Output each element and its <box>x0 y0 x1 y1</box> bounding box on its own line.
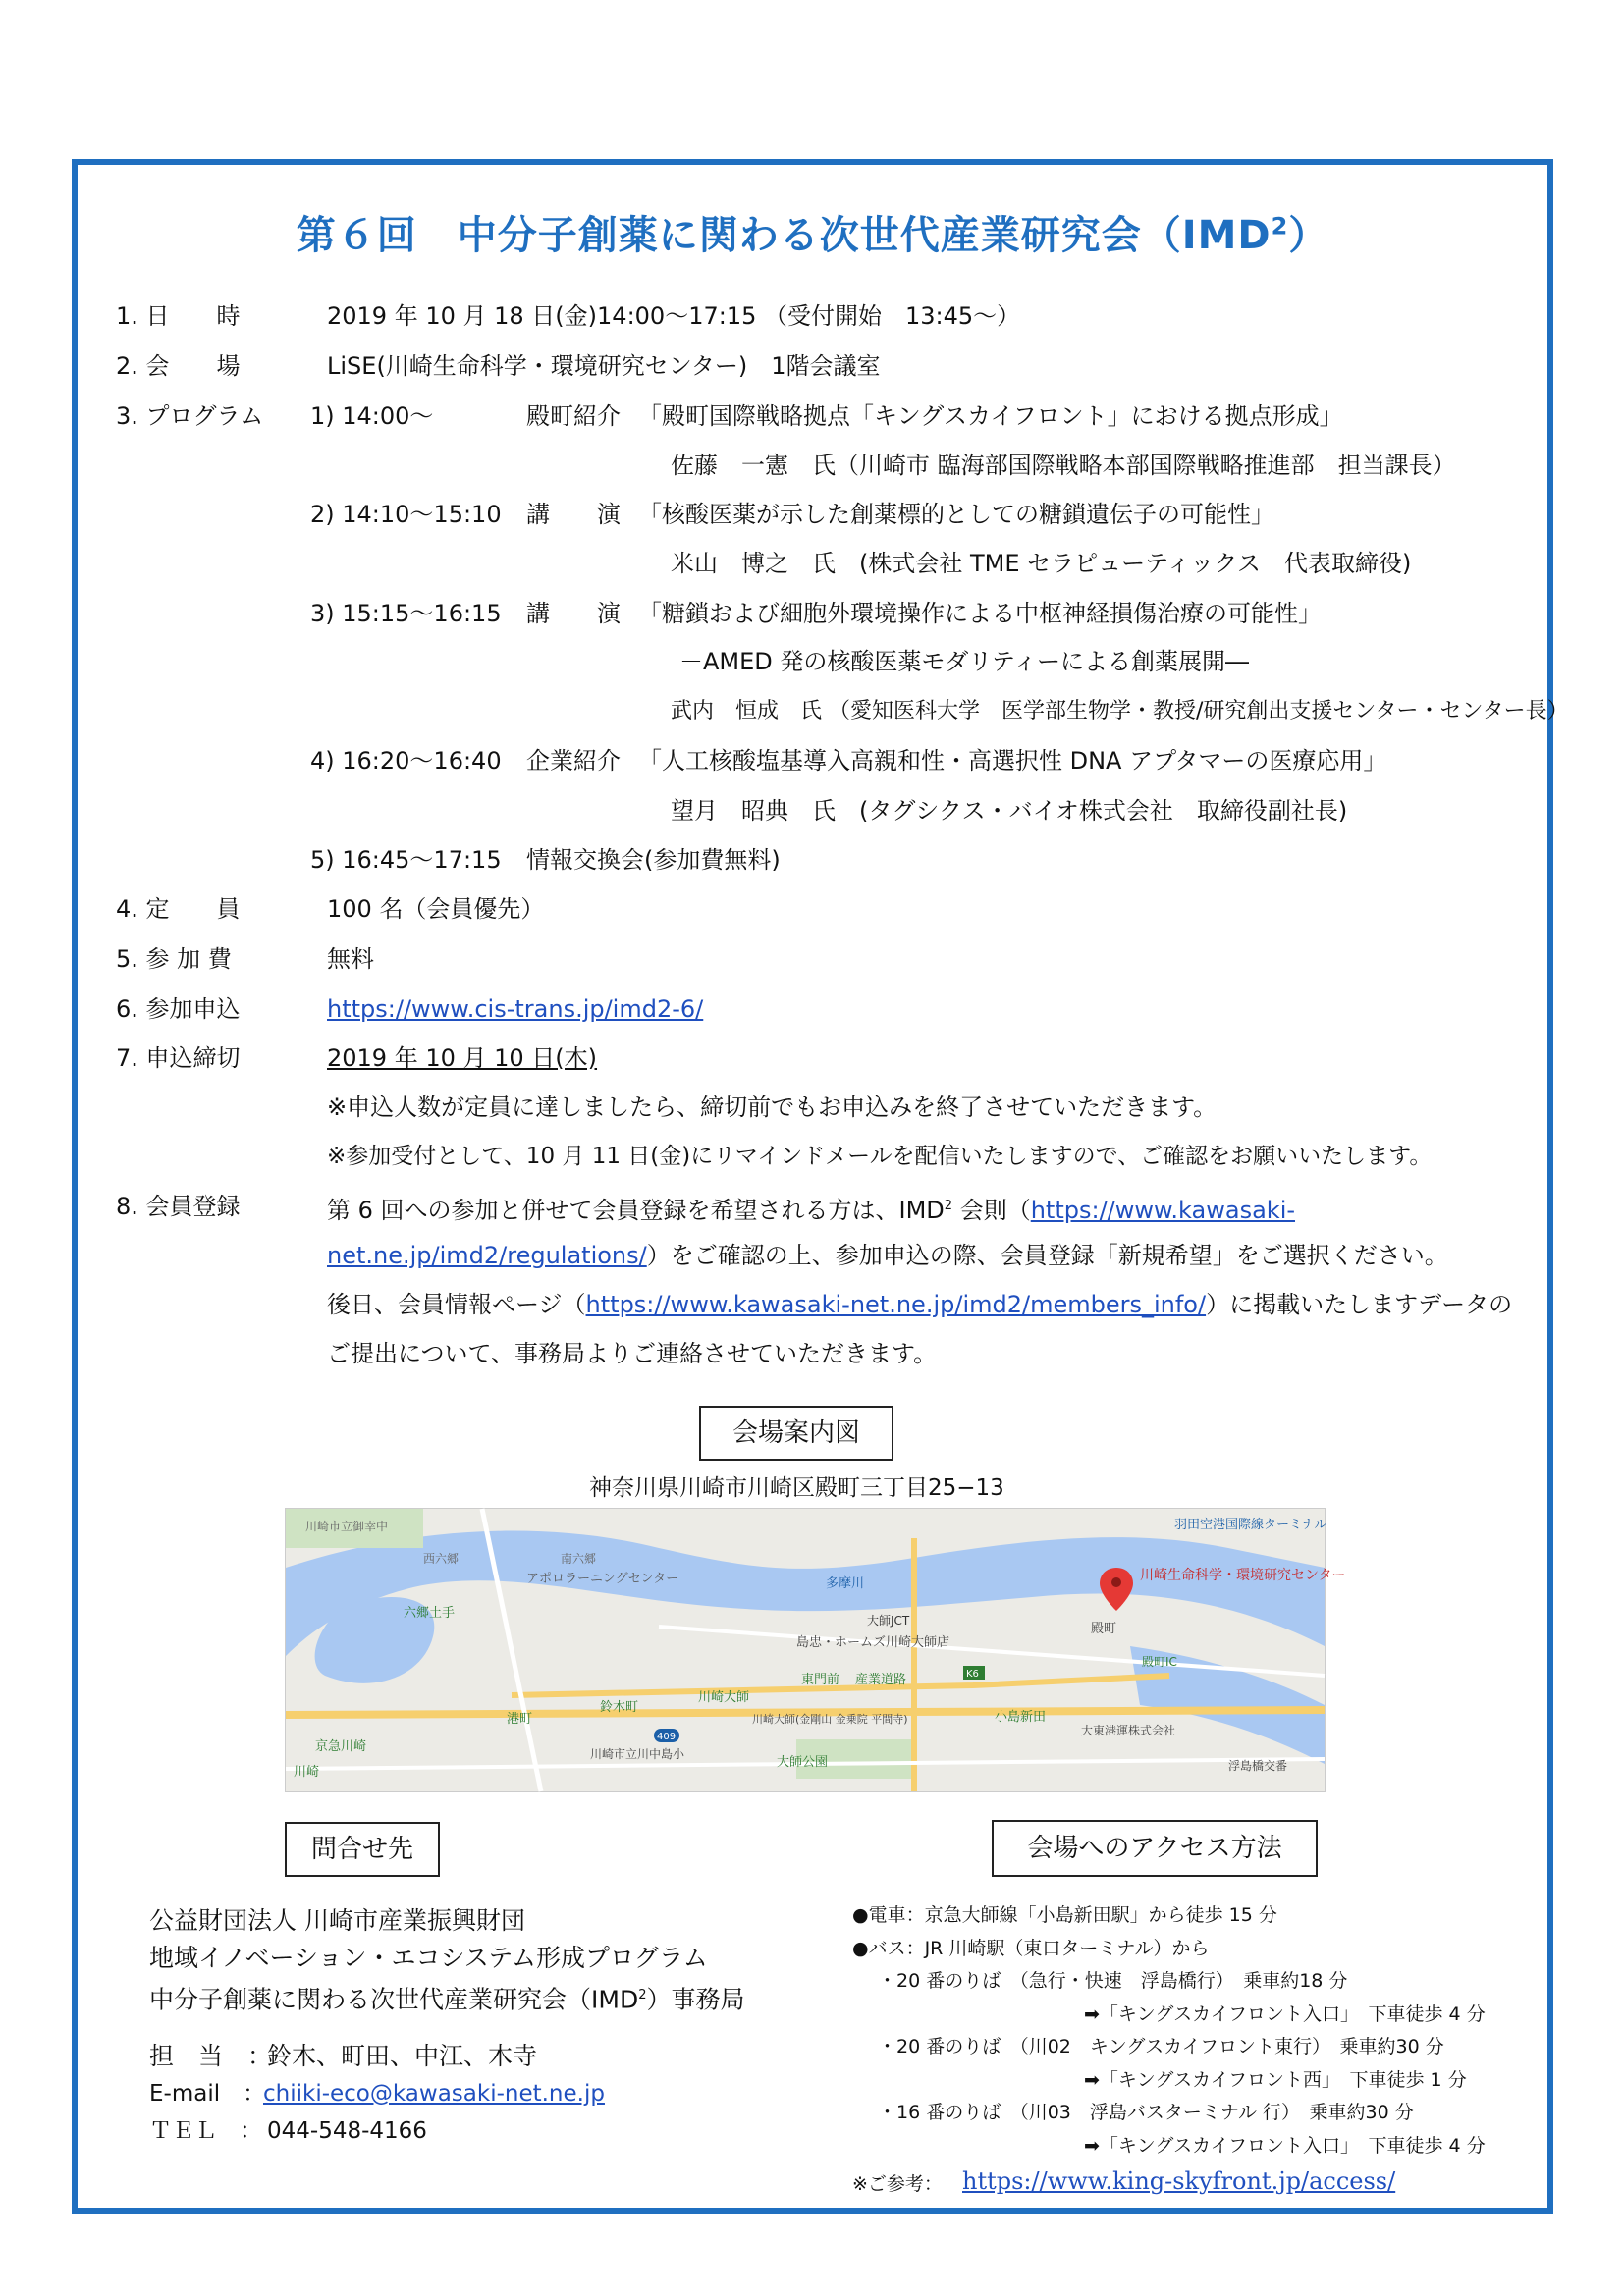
program-role-3: 講 演 <box>526 600 621 627</box>
map-label-minatocho: 港町 <box>507 1712 533 1727</box>
map-label-ukishima: 浮島橋交番 <box>1228 1759 1288 1773</box>
page-title: 第６回 中分子創薬に関わる次世代産業研究会（IMD$^2$） <box>296 212 1329 258</box>
map-label-kawasaki: 川崎 <box>294 1765 320 1780</box>
capacity-value: 100 名（会員優先） <box>327 895 545 923</box>
map-label-daitokoun: 大東港運株式会社 <box>1081 1724 1176 1737</box>
datetime-value: 2019 年 10 月 18 日(金)14:00〜17:15 （受付開始 13:45〜） <box>327 302 1021 330</box>
bus-stop-3: ➡「キングスカイフロント入口」 下車徒歩 4 分 <box>1084 2135 1486 2157</box>
regulations-link[interactable]: https://www.kawasaki- <box>1030 1197 1296 1224</box>
map-label-minamirokugo: 南六郷 <box>561 1552 597 1566</box>
contact-heading: 問合せ先 <box>285 1822 440 1877</box>
venue-address: 神奈川県川崎市川崎区殿町三丁目25−13 <box>589 1475 1004 1501</box>
bus-route-2: ・20 番のりば （川02 キングスカイフロント東行） 乗車約30 分 <box>878 2036 1444 2057</box>
map-label-kawasakidaishi: 川崎大師 <box>698 1690 750 1705</box>
program-role-5: 情報交換会(参加費無料) <box>526 846 781 874</box>
membership-line-3: 後日、会員情報ページ（https://www.kawasaki-net.ne.jp/imd2/members_info/）に掲載いたしますデータの <box>327 1291 1513 1318</box>
map-label-heikenji: 川崎大師(金剛山 金乗院 平間寺) <box>752 1713 908 1726</box>
program-speaker-3: 武内 恒成 氏 （愛知医科大学 医学部生物学・教授/研究創出支援センター・センター長） <box>671 699 1569 723</box>
access-heading: 会場へのアクセス方法 <box>992 1820 1318 1877</box>
program-time-3: 3) 15:15〜16:15 <box>310 600 502 627</box>
bus-route-3: ・16 番のりば （川03 浮島バスターミナル 行） 乗車約30 分 <box>878 2102 1414 2123</box>
map-label-sangyo: 産業道路 <box>855 1673 907 1687</box>
apply-link[interactable]: https://www.cis-trans.jp/imd2-6/ <box>327 995 704 1023</box>
access-bus: ●バス：JR 川崎駅（東口ターミナル）から <box>852 1938 1210 1959</box>
venue-value: LiSE(川崎生命科学・環境研究センター) 1階会議室 <box>327 352 881 380</box>
map-label-apollo: アポロラーニングセンター <box>526 1572 679 1586</box>
membership-line-4: ご提出について、事務局よりご連絡させていただきます。 <box>327 1340 938 1367</box>
contact-email-link[interactable]: chiiki-eco@kawasaki-net.ne.jp <box>263 2081 605 2107</box>
program-topic-2: 「核酸医薬が示した創薬標的としての糖鎖遺伝子の可能性」 <box>638 501 1274 528</box>
bus-stop-1: ➡「キングスカイフロント入口」 下車徒歩 4 分 <box>1084 2003 1486 2025</box>
map-label-daishi-park: 大師公園 <box>777 1755 829 1770</box>
contact-org-2: 地域イノベーション・エコシステム形成プログラム <box>149 1944 708 1972</box>
contact-tel: 044-548-4166 <box>267 2118 427 2144</box>
map-label-tonomachi: 殿町 <box>1091 1622 1117 1636</box>
contact-org-1: 公益財団法人 川崎市産業振興財団 <box>149 1906 525 1935</box>
program-topic-4: 「人工核酸塩基導入高親和性・高選択性 DNA アプタマーの医療応用」 <box>638 747 1387 774</box>
contact-org-3: 中分子創薬に関わる次世代産業研究会（IMD$^2$）事務局 <box>149 1985 745 2014</box>
members-info-link[interactable]: https://www.kawasaki-net.ne.jp/imd2/members_info/ <box>585 1291 1207 1318</box>
map-label-shimachu: 島忠・ホームズ川崎大師店 <box>796 1635 950 1650</box>
apply-label: 6. 参加申込 <box>116 995 241 1023</box>
map-label-rokugodote: 六郷土手 <box>404 1606 456 1621</box>
access-ref-label: ※ご参考： <box>852 2173 943 2195</box>
datetime-label: 1. 日 時 <box>116 302 241 330</box>
venue-map-heading: 会場案内図 <box>699 1406 893 1461</box>
bus-route-1: ・20 番のりば （急行・快速 浮島橋行） 乗車約18 分 <box>878 1970 1348 1992</box>
deadline-note-2: ※参加受付として、10 月 11 日(金)にリマインドメールを配信いたしますので、ご確認をお願いいたします。 <box>327 1144 1433 1169</box>
program-speaker-1: 佐藤 一憲 氏（川崎市 臨海部国際戦略本部国際戦略推進部 担当課長） <box>671 452 1456 479</box>
map-label-kawanakajima: 川崎市立川中島小 <box>590 1747 685 1761</box>
map-label-miyuki: 川崎市立御幸中 <box>305 1520 389 1533</box>
map-label-tamagawa: 多摩川 <box>826 1576 865 1591</box>
program-topic-3: 「糖鎖および細胞外環境操作による中枢神経損傷治療の可能性」 <box>638 600 1322 627</box>
membership-label: 8. 会員登録 <box>116 1193 241 1220</box>
deadline-label: 7. 申込締切 <box>116 1044 241 1072</box>
map-label-k6: K6 <box>966 1669 979 1680</box>
map-label-kojimashinden: 小島新田 <box>995 1710 1047 1725</box>
membership-line-1: 第 6 回への参加と併せて会員登録を希望される方は、IMD$^2$ 会則（https://www.kawasaki- <box>327 1197 1296 1224</box>
fee-value: 無料 <box>327 945 374 973</box>
access-train: ●電車：京急大師線「小島新田駅」から徒歩 15 分 <box>852 1904 1277 1926</box>
map-label-tonomachi-ic: 殿町IC <box>1142 1655 1177 1669</box>
contact-person: 鈴木、町田、中江、木寺 <box>267 2042 538 2070</box>
program-time-2: 2) 14:10〜15:10 <box>310 501 502 528</box>
venue-label: 2. 会 場 <box>116 352 241 380</box>
bus-stop-2: ➡「キングスカイフロント西」 下車徒歩 1 分 <box>1084 2069 1467 2091</box>
access-ref-link[interactable]: https://www.king-skyfront.jp/access/ <box>962 2167 1396 2195</box>
program-label: 3. プログラム <box>116 402 264 430</box>
program-time-5: 5) 16:45〜17:15 <box>310 846 502 874</box>
program-speaker-4: 望月 昭典 氏 (タグシクス・バイオ株式会社 取締役副社長) <box>671 797 1348 825</box>
map-label-haneda: 羽田空港国際線ターミナル <box>1174 1518 1327 1532</box>
regulations-link-cont[interactable]: net.ne.jp/imd2/regulations/ <box>327 1242 647 1269</box>
program-time-1: 1) 14:00〜 <box>310 402 434 430</box>
membership-line-2: net.ne.jp/imd2/regulations/）をご確認の上、参加申込の際、会員登録「新規希望」をご選択ください。 <box>327 1242 1448 1269</box>
program-subtitle-3: －AMED 発の核酸医薬モダリティーによる創薬展開― <box>679 648 1249 675</box>
map-label-409: 409 <box>657 1732 677 1742</box>
deadline-note-1: ※申込人数が定員に達しましたら、締切前でもお申込みを終了させていただきます。 <box>327 1094 1218 1121</box>
program-role-1: 殿町紹介 <box>526 402 621 430</box>
program-topic-1: 「殿町国際戦略拠点「キングスカイフロント」における拠点形成」 <box>638 402 1343 430</box>
contact-email-label: E-mail ： <box>149 2081 266 2107</box>
program-time-4: 4) 16:20〜16:40 <box>310 747 502 774</box>
program-speaker-2: 米山 博之 氏 (株式会社 TME セラピューティックス 代表取締役) <box>671 550 1412 577</box>
map-label-daishi-jct: 大師JCT <box>867 1614 910 1628</box>
contact-person-label: 担 当 ： <box>149 2042 273 2070</box>
contact-tel-label: ＴＥＬ ： <box>149 2118 262 2144</box>
program-role-2: 講 演 <box>526 501 621 528</box>
fee-label: 5. 参 加 費 <box>116 945 232 973</box>
map-label-suzukicho: 鈴木町 <box>600 1700 639 1715</box>
map-label-higashimonzen: 東門前 <box>801 1673 840 1687</box>
map-label-keikyu-kawasaki: 京急川崎 <box>315 1739 367 1754</box>
map-label-nishirokugo: 西六郷 <box>423 1552 460 1566</box>
program-role-4: 企業紹介 <box>526 747 621 774</box>
venue-map[interactable] <box>285 1508 1346 1792</box>
map-label-venue: 川崎生命科学・環境研究センター <box>1140 1568 1346 1583</box>
deadline-date: 2019 年 10 月 10 日(木) <box>327 1044 598 1072</box>
capacity-label: 4. 定 員 <box>116 895 241 923</box>
